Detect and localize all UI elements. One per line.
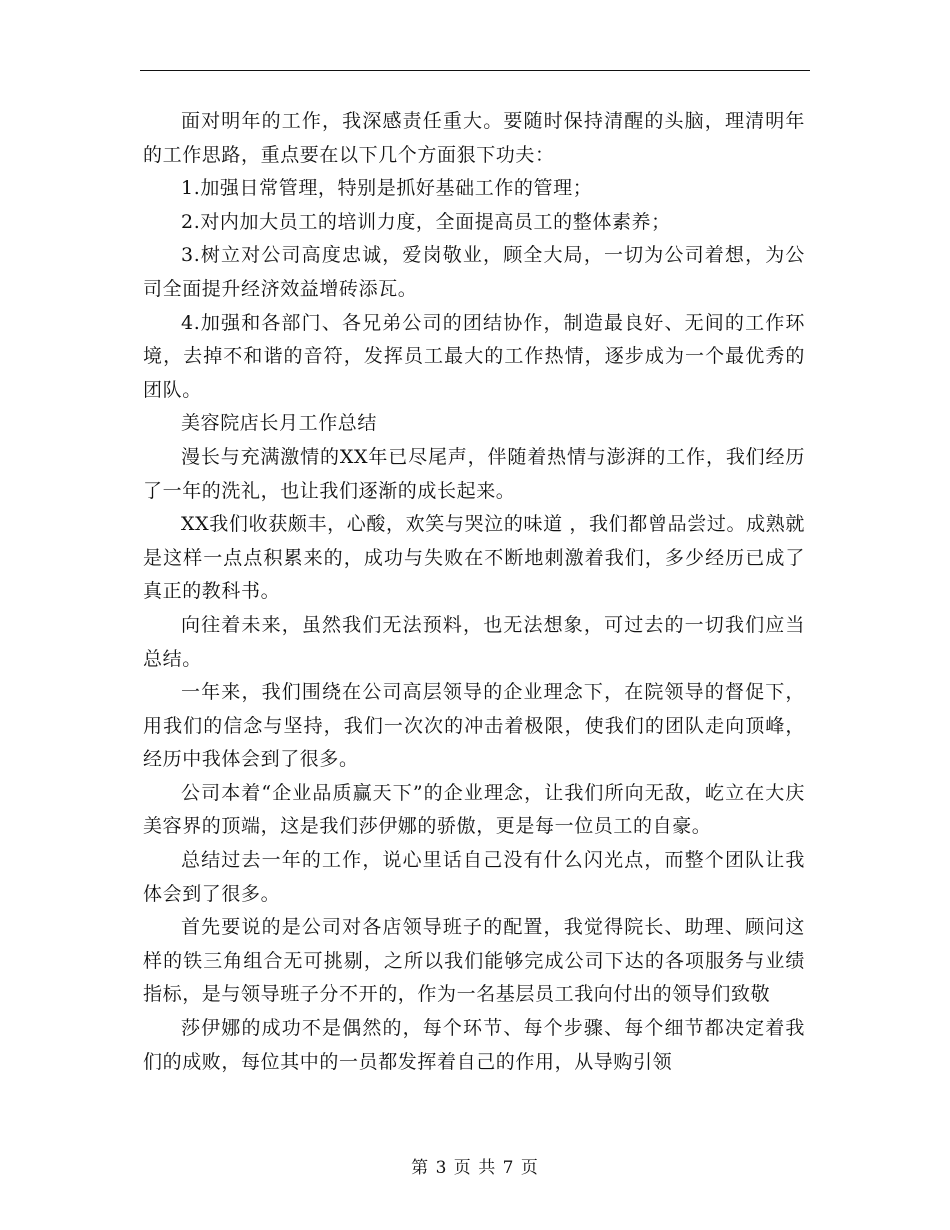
- paragraph: 总结过去一年的工作，说心里话自己没有什么闪光点，而整个团队让我体会到了很多。: [143, 849, 805, 905]
- list-item: 2.对内加大员工的培训力度，全面提高员工的整体素养；: [181, 210, 671, 233]
- header-rule: [140, 70, 810, 71]
- paragraph: 漫长与充满激情的XX年已尽尾声，伴随着热情与澎湃的工作，我们经历了一年的洗礼，也让我们逐渐的成长起来。: [143, 445, 805, 502]
- list-item: 3.树立对公司高度忠诚，爱岗敬业，顾全大局，一切为公司着想，为公司全面提升经济效益增砖添瓦。: [143, 244, 805, 300]
- paragraph: 一年来，我们围绕在公司高层领导的企业理念下，在院领导的督促下，用我们的信念与坚持，我们一次次的冲击着极限，使我们的团队走向顶峰，经历中我体会到了很多。: [143, 681, 805, 771]
- list-item: 1.加强日常管理，特别是抓好基础工作的管理；: [181, 177, 593, 200]
- paragraph: 莎伊娜的成功不是偶然的，每个环节、每个步骤、每个细节都决定着我们的成败，每位其中的一员都发挥着自己的作用，从导购引领: [143, 1017, 805, 1073]
- paragraph: 首先要说的是公司对各店领导班子的配置，我觉得院长、助理、顾问这样的铁三角组合无可挑剔，之所以我们能够完成公司下达的各项服务与业绩指标，是与领导班子分不开的，作为一名基层员工我向付出的领导们致敬: [143, 916, 805, 1006]
- paragraph: XX我们收获颇丰，心酸，欢笑与哭泣的味道 ，我们都曾品尝过。成熟就是这样一点点积累来的，成功与失败在不断地刺激着我们，多少经历已成了真正的教科书。: [143, 513, 805, 603]
- section-title: 美容院店长月工作总结: [181, 412, 378, 435]
- page-number: 第 3 页 共 7 页: [411, 1158, 539, 1178]
- list-item: 4.加强和各部门、各兄弟公司的团结协作，制造最良好、无间的工作环境，去掉不和谐的音符，发挥员工最大的工作热情，逐步成为一个最优秀的团队。: [143, 311, 805, 401]
- page-footer: [0, 1153, 950, 1178]
- paragraph: 公司本着“企业品质赢天下”的企业理念，让我们所向无敌，屹立在大庆美容界的顶端，这是我们莎伊娜的骄傲，更是每一位员工的自豪。: [143, 781, 805, 838]
- paragraph: 向往着未来，虽然我们无法预料，也无法想象，可过去的一切我们应当总结。: [143, 613, 805, 670]
- body-text: [143, 105, 805, 1079]
- paragraph: 面对明年的工作，我深感责任重大。要随时保持清醒的头脑，理清明年的工作思路，重点要在以下几个方面狠下功夫：: [143, 110, 805, 166]
